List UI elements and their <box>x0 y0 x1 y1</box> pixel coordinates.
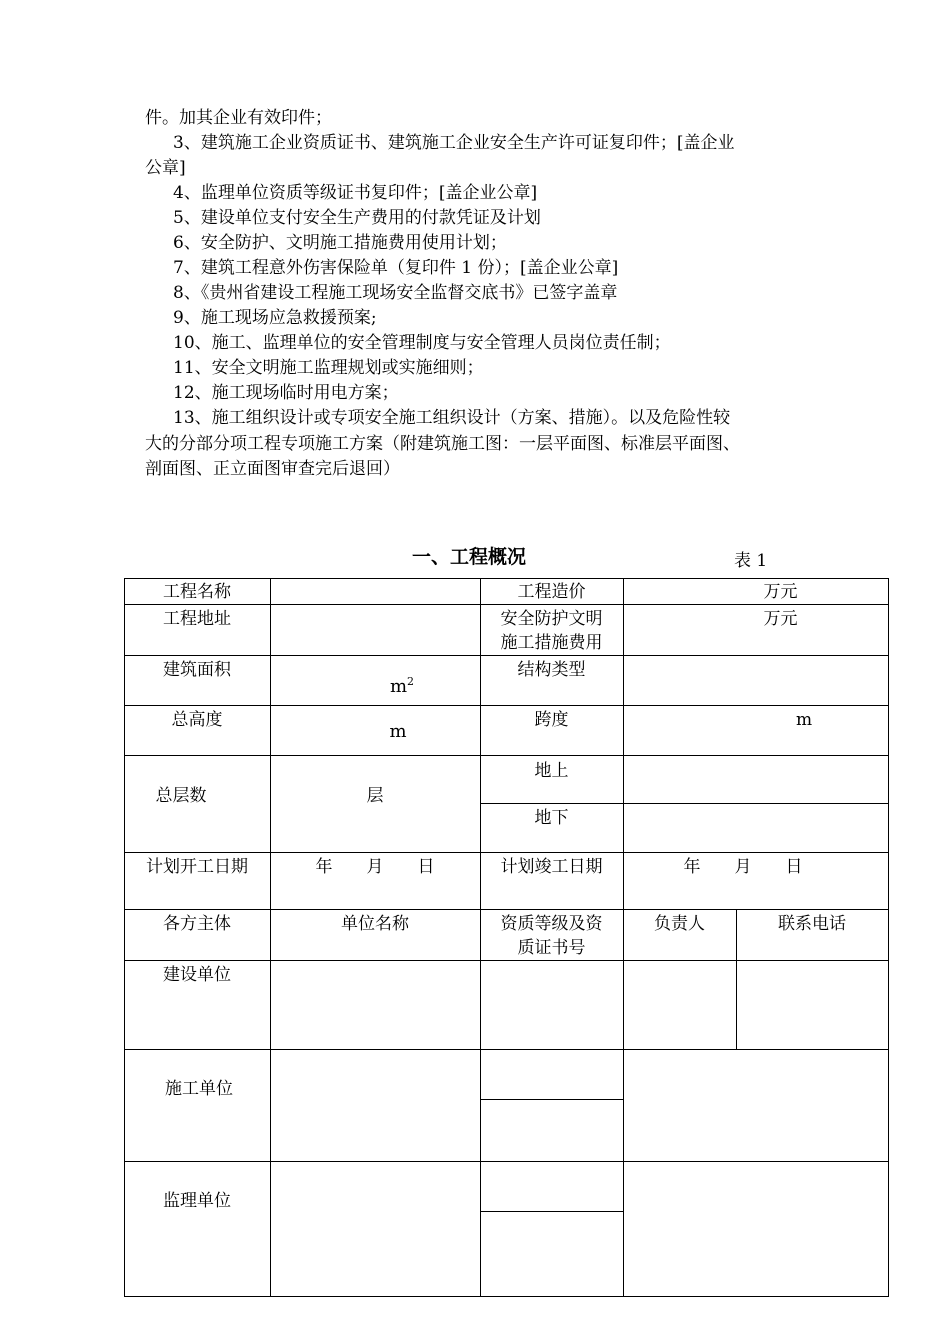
paragraph-line-6: 6、安全防护、文明施工措施费用使用计划； <box>173 233 507 253</box>
unit-m2-superscript: 2 <box>407 675 415 688</box>
cell-start-date-template: 年 月 日 <box>315 857 435 877</box>
row-contractor: 施工单位 <box>165 1079 233 1099</box>
paragraph-line-5: 5、建设单位支付安全生产费用的付款凭证及计划 <box>173 208 541 228</box>
header-unit-name: 单位名称 <box>341 914 409 934</box>
cell-planned-start: 计划开工日期 <box>146 857 248 877</box>
paragraph-line-13: 13、施工组织设计或专项安全施工组织设计（方案、措施）。以及危险性较 <box>173 408 731 428</box>
cell-total-floors: 总层数 <box>155 786 207 806</box>
header-qualification-line-1: 资质等级及资 <box>500 914 603 934</box>
cell-planned-end: 计划竣工日期 <box>500 857 603 877</box>
paragraph-line-11: 11、安全文明施工监理规划或实施细则； <box>173 358 484 378</box>
cell-structure-type: 结构类型 <box>517 660 586 680</box>
cell-project-name: 工程名称 <box>163 582 231 602</box>
cell-unit-wan-1: 万元 <box>763 582 798 602</box>
header-contact-phone: 联系电话 <box>778 914 846 934</box>
paragraph-line-8: 8、《贵州省建设工程施工现场安全监督交底书》已签字盖章 <box>173 283 618 303</box>
paragraph-line-1: 件。加其企业有效印件； <box>145 108 332 128</box>
cell-unit-m: m <box>389 721 407 742</box>
header-qualification-line-2: 质证书号 <box>517 938 586 958</box>
cell-project-cost: 工程造价 <box>517 582 586 602</box>
cell-span: 跨度 <box>534 710 569 730</box>
header-parties: 各方主体 <box>163 914 231 934</box>
paragraph-line-4: 4、监理单位资质等级证书复印件；[盖企业公章] <box>173 183 538 203</box>
cell-unit-floor: 层 <box>366 786 384 806</box>
paragraph-line-14: 大的分部分项工程专项施工方案（附建筑施工图：一层平面图、标准层平面图、 <box>145 434 740 454</box>
cell-above-ground: 地上 <box>534 761 569 781</box>
paragraph-line-10: 10、施工、监理单位的安全管理制度与安全管理人员岗位责任制； <box>173 333 671 353</box>
paragraph-line-9: 9、施工现场应急救援预案; <box>173 308 377 328</box>
cell-below-ground: 地下 <box>534 808 569 828</box>
paragraph-line-3: 公章] <box>145 158 186 178</box>
cell-building-area: 建筑面积 <box>163 660 231 680</box>
unit-m2-base: m <box>389 676 408 697</box>
row-supervisor: 监理单位 <box>163 1191 231 1211</box>
cell-project-address: 工程地址 <box>163 609 231 629</box>
cell-safety-fee-line-1: 安全防护文明 <box>500 609 603 629</box>
paragraph-line-12: 12、施工现场临时用电方案； <box>173 383 399 403</box>
paragraph-line-15: 剖面图、正立面图审查完后退回） <box>145 459 400 479</box>
cell-unit-m-span: m <box>795 710 813 730</box>
section-title: 一、工程概况 <box>412 546 527 568</box>
paragraph-line-2: 3、建筑施工企业资质证书、建筑施工企业安全生产许可证复印件；[盖企业 <box>173 133 735 153</box>
cell-total-height: 总高度 <box>171 710 223 730</box>
cell-end-date-template: 年 月 日 <box>683 857 803 877</box>
row-construction-owner: 建设单位 <box>163 965 231 985</box>
cell-unit-wan-2: 万元 <box>763 609 798 629</box>
paragraph-line-7: 7、建筑工程意外伤害保险单（复印件 1 份）；[盖企业公章] <box>173 258 619 278</box>
header-person-in-charge: 负责人 <box>654 914 705 934</box>
cell-unit-m2 <box>372 670 432 699</box>
cell-safety-fee-line-2: 施工措施费用 <box>500 633 603 653</box>
table-number: 表 1 <box>734 551 768 571</box>
